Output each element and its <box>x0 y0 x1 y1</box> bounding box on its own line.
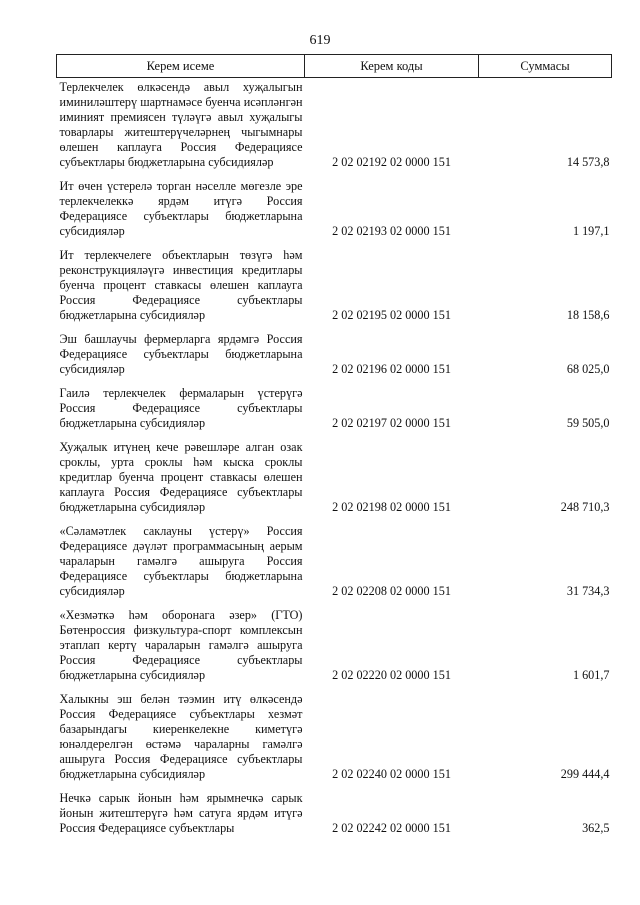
row-amount: 1 601,7 <box>572 668 610 682</box>
table-row <box>57 244 612 328</box>
row-code: 2 02 02192 02 0000 151 <box>332 155 451 169</box>
column-header-code: Керем коды <box>305 55 479 78</box>
table-header-row <box>57 55 612 78</box>
row-name: Ит терлекчелеге объектларын төзүгә һәм реконструкцияләүгә инвестиция кредитлары буенча процент ставкасы өлешен каплауга Россия Федерациясе субъектлары бюджетларына субсидияләр <box>59 248 303 322</box>
table-row <box>57 175 612 244</box>
row-amount: 248 710,3 <box>560 500 610 514</box>
row-amount: 31 734,3 <box>566 584 610 598</box>
row-name: Терлекчелек өлкәсендә авыл хуҗалыгын иминиләштерү шартнамәсе буенча исәпләнгән иминият премиясен түләүгә авыл хуҗалыгы товарлары житештерүчеләрнең чыгымнары өлешен каплауга Россия Федерациясе субъектлары бюджетларына субсидияләр <box>59 80 303 169</box>
row-name: Гаилә терлекчелек фермаларын үстерүгә Россия Федерациясе субъектлары бюджетларына субсидияләр <box>59 386 303 430</box>
row-amount: 299 444,4 <box>560 767 610 781</box>
row-name: «Хезмәткә һәм оборонага әзер» (ГТО) Бөтенроссия физкультура-спорт комплексын этаплап кертү чараларын гамәлгә ашыруга Россия Федерациясе субъектлары бюджетларына субсидияләр <box>59 608 303 682</box>
row-code: 2 02 02220 02 0000 151 <box>332 668 451 682</box>
table-row <box>57 78 612 176</box>
table-row <box>57 520 612 604</box>
table-row <box>57 604 612 688</box>
table-row <box>57 787 612 841</box>
table-row <box>57 328 612 382</box>
row-name: Ит өчен үстерелә торган нәселле мөгезле эре терлекчелеккә ярдәм итүгә Россия Федерациясе субъектлары бюджетларына субсидияләр <box>59 179 303 238</box>
page-number: 619 <box>309 33 331 48</box>
row-code: 2 02 02208 02 0000 151 <box>332 584 451 598</box>
row-code: 2 02 02198 02 0000 151 <box>332 500 451 514</box>
row-code: 2 02 02242 02 0000 151 <box>332 821 451 835</box>
row-name: Хуҗалык итүнең кече рәвешләре алган озак сроклы, урта сроклы һәм кыска сроклы кредитлар буенча процент ставкасы өлешен каплауга Россия Федерациясе субъектлары бюджетларына субсидияләр <box>59 440 303 514</box>
row-name: Нечкә сарык йонын һәм ярымнечкә сарык йонын житештерүгә һәм сатуга ярдәм итүгә Россия Федерациясе субъектлары <box>59 791 303 835</box>
table-row <box>57 436 612 520</box>
row-amount: 59 505,0 <box>566 416 610 430</box>
row-name: Халыкны эш белән тәэмин итү өлкәсендә Россия Федерациясе субъектлары хезмәт базарындагы киеренкелекне киметүгә юнәлдерелгән өстәмә чараларны гамәлгә ашыруга Россия Федерациясе субъектлары бюджетларына субсидияләр <box>59 692 303 781</box>
row-name: Эш башлаучы фермерларга ярдәмгә Россия Федерациясе субъектлары бюджетларына субсидияләр <box>59 332 303 376</box>
column-header-name: Керем исеме <box>57 55 305 78</box>
row-code: 2 02 02197 02 0000 151 <box>332 416 451 430</box>
row-code: 2 02 02195 02 0000 151 <box>332 308 451 322</box>
row-amount: 68 025,0 <box>566 362 610 376</box>
table-row <box>57 688 612 787</box>
budget-table <box>56 54 612 841</box>
table-row <box>57 382 612 436</box>
column-header-amount: Суммасы <box>479 55 612 78</box>
row-amount: 14 573,8 <box>566 155 610 169</box>
row-amount: 362,5 <box>582 821 610 835</box>
row-amount: 1 197,1 <box>572 224 610 238</box>
row-code: 2 02 02240 02 0000 151 <box>332 767 451 781</box>
row-amount: 18 158,6 <box>566 308 610 322</box>
row-code: 2 02 02193 02 0000 151 <box>332 224 451 238</box>
row-name: «Сәламәтлек саклауны үстерү» Россия Федерациясе дәүләт программасының аерым чараларын гамәлгә ашыруга Россия Федерациясе субъектлары бюджетларына субсидияләр <box>59 524 303 598</box>
row-code: 2 02 02196 02 0000 151 <box>332 362 451 376</box>
